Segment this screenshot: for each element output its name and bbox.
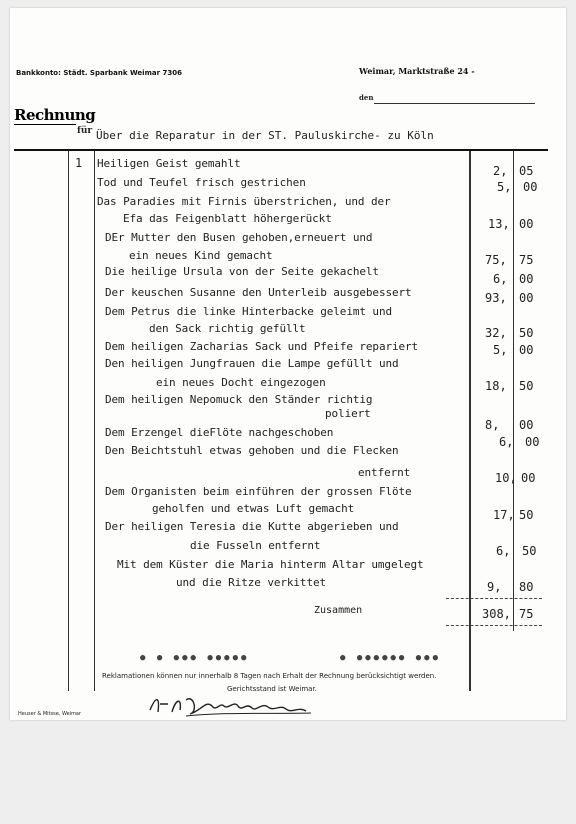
item-line: DEr Mutter den Busen gehoben,erneuert und [105, 231, 373, 244]
item-line: Dem Organisten beim einführen der grossen Flöte [105, 485, 412, 498]
item-line: Efa das Feigenblatt höhergerückt [123, 212, 332, 225]
amount-mark: 17, [493, 508, 515, 522]
sum-rule [446, 598, 542, 599]
amount-pf: 50 [519, 379, 534, 393]
bank-account: Bankkonto: Städt. Sparbank Weimar 7306 [16, 69, 182, 77]
amount-mark: 32, [485, 326, 507, 340]
amount-pf: 00 [519, 291, 534, 305]
column-divider [94, 151, 95, 691]
court-note: Gerichtsstand ist Weimar. [227, 685, 317, 693]
total-mark: 308, [482, 607, 511, 621]
item-line: die Fusseln entfernt [190, 539, 321, 552]
date-label: den [359, 93, 374, 102]
sum-rule [446, 625, 542, 626]
item-line: ein neues Docht eingezogen [156, 376, 326, 389]
amount-mark: 9, [487, 580, 502, 594]
amount-pf: 00 [521, 471, 536, 485]
item-line: Dem Erzengel dieFlöte nachgeschoben [105, 426, 334, 439]
amount-pf: 00 [519, 343, 534, 357]
amount-pf: 05 [519, 164, 534, 178]
position-number: 1 [75, 156, 83, 170]
total-label: Zusammen [314, 605, 363, 616]
item-line: entfernt [358, 466, 411, 479]
item-line: Tod und Teufel frisch gestrichen [97, 176, 306, 189]
amount-mark: 75, [485, 253, 507, 267]
item-line: Dem heiligen Zacharias Sack und Pfeife repariert [105, 340, 419, 353]
amount-mark: 6, [499, 435, 514, 449]
amount-mark: 6, [496, 544, 511, 558]
total-pf: 75 [519, 607, 534, 621]
amount-pf: 00 [519, 272, 534, 286]
column-divider [68, 151, 69, 691]
item-line: Die heilige Ursula von der Seite gekachelt [105, 265, 379, 278]
amount-mark: 13, [488, 217, 510, 231]
redacted-mark: ● ● ●●● ●●●●● [140, 653, 250, 663]
amount-pf: 80 [519, 580, 534, 594]
date-line [374, 103, 535, 104]
amount-pf: 00 [523, 180, 538, 194]
amount-mark: 10, [495, 471, 517, 485]
amount-mark: 5, [493, 343, 508, 357]
item-line: poliert [325, 407, 371, 420]
title-underline [14, 124, 76, 125]
item-line: Dem Petrus die linke Hinterbacke geleimt und [105, 305, 392, 318]
amount-mark: 2, [493, 164, 508, 178]
column-divider [469, 151, 471, 691]
handwritten-signature [146, 692, 316, 718]
amount-pf: 00 [525, 435, 540, 449]
item-line: Den heiligen Jungfrauen die Lampe gefüllt und [105, 357, 399, 370]
amount-mark: 18, [485, 379, 507, 393]
subject-prefix: für [77, 126, 93, 136]
item-line: Der keuschen Susanne den Unterleib ausgebessert [105, 286, 412, 299]
amount-pf: 00 [519, 418, 534, 432]
amount-pf: 50 [519, 508, 534, 522]
item-line: Mit dem Küster die Maria hinterm Altar umgelegt [117, 558, 424, 571]
item-line: Der heiligen Teresia die Kutte abgerieben und [105, 520, 399, 533]
invoice-title: Rechnung [14, 106, 96, 124]
amount-mark: 5, [497, 180, 512, 194]
amount-pf: 75 [519, 253, 534, 267]
item-line: Dem heiligen Nepomuck den Ständer richtig [105, 393, 373, 406]
item-line: Heiligen Geist gemahlt [97, 157, 241, 170]
amount-mark: 93, [485, 291, 507, 305]
amount-mark: 8, [485, 418, 500, 432]
item-line: und die Ritze verkittet [176, 576, 327, 589]
amount-mark: 6, [493, 272, 508, 286]
amount-pf: 50 [522, 544, 537, 558]
reclamation-note: Reklamationen können nur innerhalb 8 Tagen nach Erhalt der Rechnung berücksichtigt werden. [102, 672, 437, 680]
printer-imprint: Heuser & Mitsse, Weimar [18, 711, 82, 717]
item-line: Das Paradies mit Firnis überstrichen, und der [97, 195, 391, 208]
subject-line: Über die Reparatur in der ST. Pauluskirche- zu Köln [96, 129, 434, 142]
item-line: ein neues Kind gemacht [129, 249, 273, 262]
redacted-mark: ● ●●●●●● ●●● [340, 653, 442, 663]
column-divider [513, 151, 514, 631]
sender-address: Weimar, Marktstraße 24 - [359, 66, 475, 76]
item-line: den Sack richtig gefüllt [149, 322, 306, 335]
item-line: Den Beichtstuhl etwas gehoben und die Flecken [105, 444, 399, 457]
amount-pf: 50 [519, 326, 534, 340]
item-line: geholfen und etwas Luft gemacht [152, 502, 355, 515]
amount-pf: 00 [519, 217, 534, 231]
